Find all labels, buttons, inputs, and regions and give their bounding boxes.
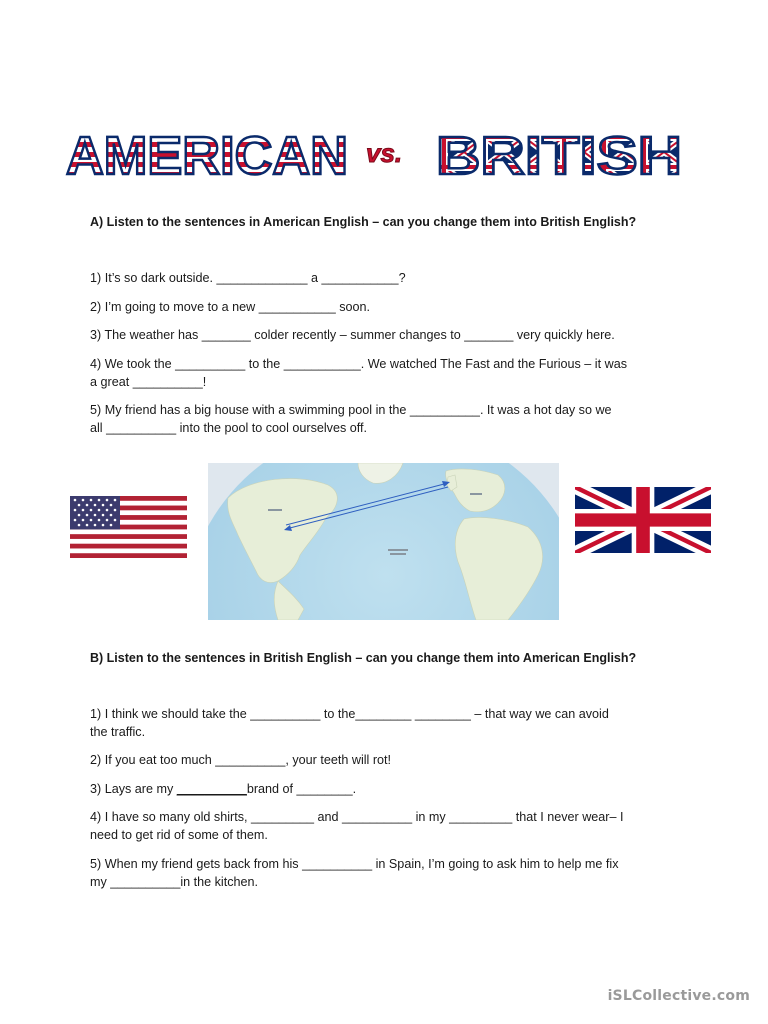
sentence-text-end: brand of ________. (246, 782, 357, 796)
section-a-item-3 (90, 326, 690, 344)
sentence-text-cont: a great __________! (90, 375, 207, 389)
sentence-text: 1) It’s so dark outside. _____________ a ___________? (90, 271, 406, 285)
sentence-text: 4) I have so many old shirts, _________ and __________ in my _________ that I never wear– I (90, 810, 624, 824)
title-british: BRITISH (436, 126, 682, 186)
sentence-text-cont: my __________in the kitchen. (90, 875, 259, 889)
sentence-text: 3) Lays are my (90, 782, 177, 796)
section-b-item-5 (90, 855, 690, 891)
sentence-text: 5) When my friend gets back from his __________ in Spain, I’m going to ask him to help me fix (90, 857, 619, 871)
section-b-item-4 (90, 808, 690, 844)
sentence-text: 1) I think we should take the __________ to the________ ________ – that way we can avoid (90, 707, 609, 721)
section-a-item-2 (90, 298, 690, 316)
sentence-text: 3) The weather has _______ colder recently – summer changes to _______ very quickly here. (90, 328, 615, 342)
title-vs: vs. (366, 138, 403, 168)
sentence-text-cont: all __________ into the pool to cool ourselves off. (90, 421, 368, 435)
section-b-item-1 (90, 705, 690, 741)
section-a-item-1 (90, 269, 690, 287)
section-a-heading: A) Listen to the sentences in American English – can you change them into British English? (90, 215, 637, 229)
section-a-item-4 (90, 355, 690, 391)
sentence-text-cont: need to get rid of some of them. (90, 828, 268, 842)
sentence-text-cont: the traffic. (90, 725, 146, 739)
uk-flag-icon (575, 487, 711, 553)
section-b-heading: B) Listen to the sentences in British English – can you change them into American English? (90, 651, 637, 665)
title-american: AMERICAN (66, 126, 348, 186)
us-flag-icon (70, 496, 187, 558)
sentence-blank: __________ (176, 782, 247, 796)
section-b-item-2 (90, 751, 690, 769)
sentence-text: 2) If you eat too much __________, your teeth will rot! (90, 753, 392, 767)
site-watermark: iSLCollective.com (607, 988, 750, 1004)
section-a-item-5 (90, 401, 690, 437)
sentence-text: 2) I’m going to move to a new ___________ soon. (90, 300, 371, 314)
sentence-text: 5) My friend has a big house with a swimming pool in the __________. It was a hot day so we (90, 403, 612, 417)
sentence-text: 4) We took the __________ to the ___________. We watched The Fast and the Furious – it was (90, 357, 627, 371)
section-b-item-3 (90, 780, 690, 798)
title-banner (64, 122, 684, 186)
atlantic-globe-map (208, 463, 559, 620)
